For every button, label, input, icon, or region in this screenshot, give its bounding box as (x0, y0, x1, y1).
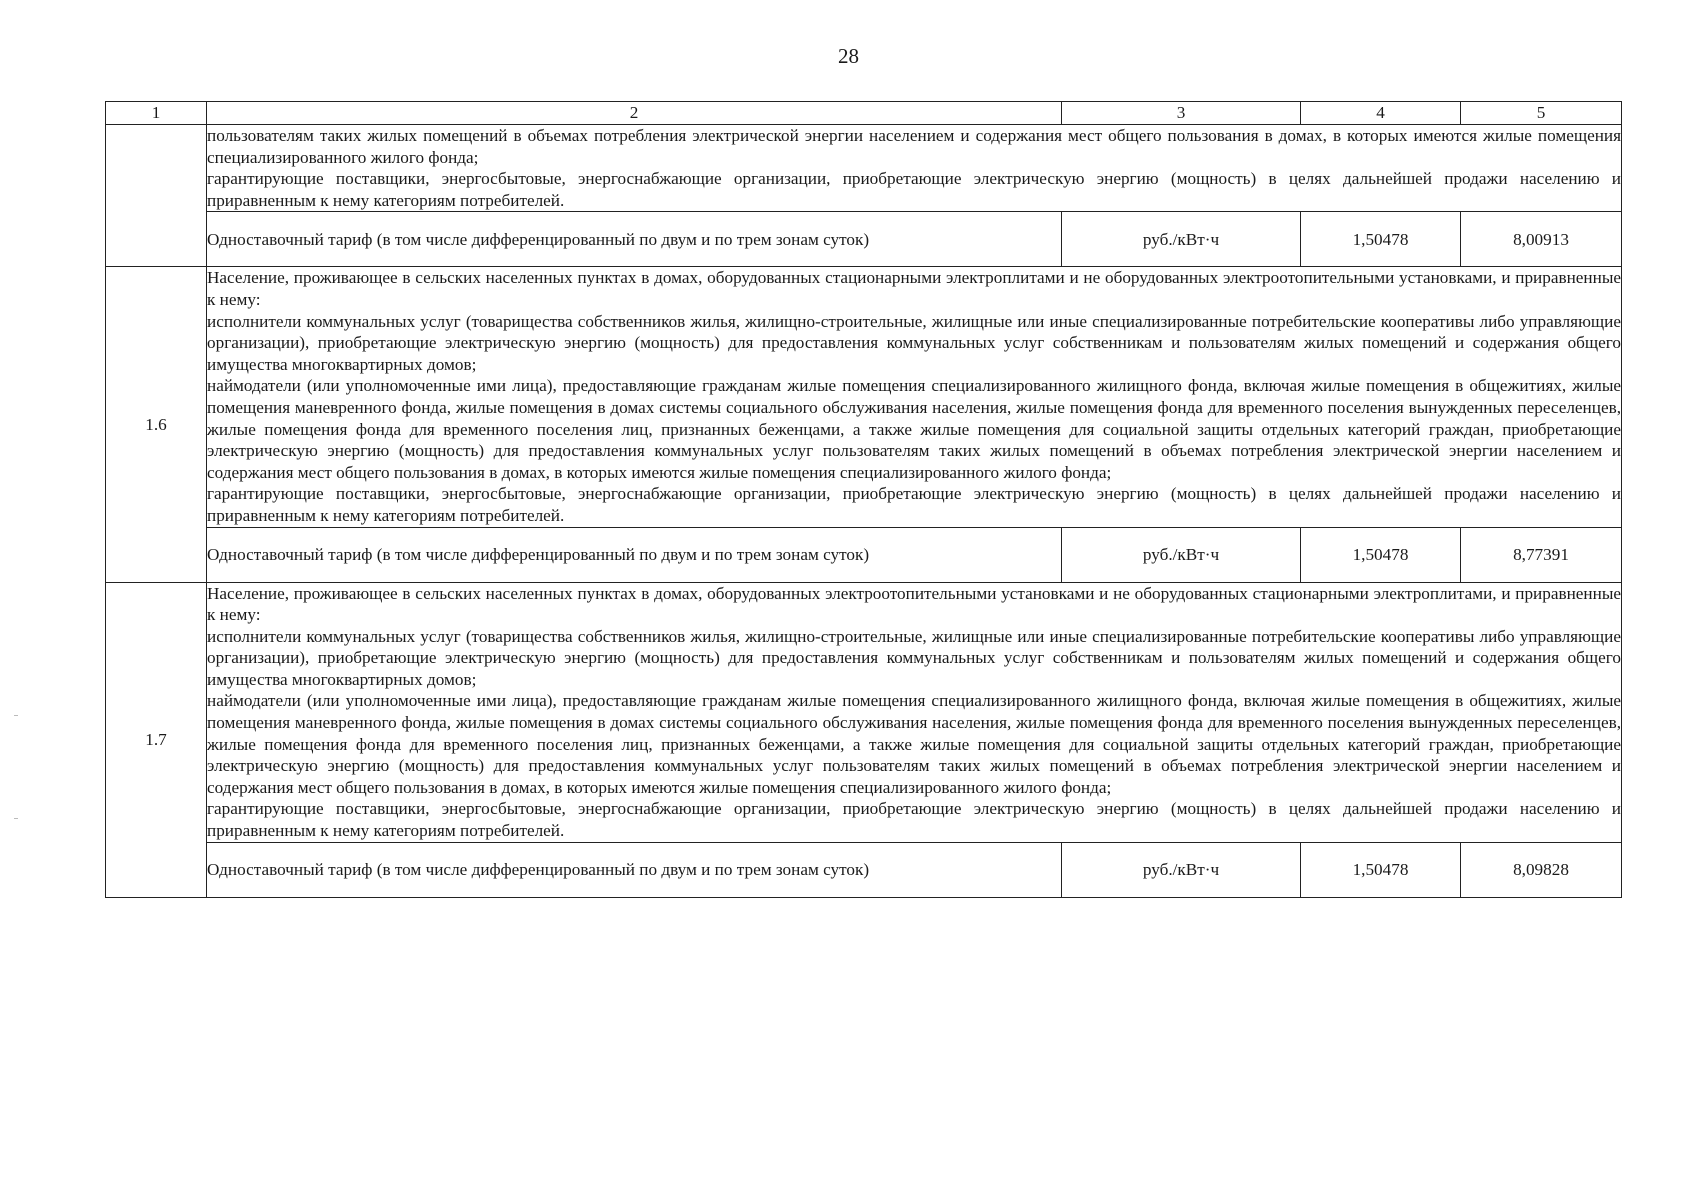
header-cell-1: 1 (106, 102, 207, 125)
header-cell-2: 2 (207, 102, 1062, 125)
tariff-value-col4: 1,50478 (1301, 212, 1461, 267)
tariff-table (105, 101, 1622, 898)
section-number: 1.6 (106, 267, 207, 582)
description-paragraph: исполнители коммунальных услуг (товарищества собственников жилья, жилищно-строительные, жилищные или иные специализированные потребительские кооперативы либо управляющие организации), приобретающие электрическую энергию (мощность) для предоставления коммунальных услуг собственникам и пользователям жилых помещений и содержания общего имущества многоквартирных домов; (207, 626, 1621, 689)
description-paragraph: пользователям таких жилых помещений в объемах потребления электрической энергии населением и содержания мест общего пользования в домах, в которых имеются жилые помещения специализированного жилого фонда; (207, 126, 1621, 167)
tariff-name: Одноставочный тариф (в том числе дифференцированный по двум и по трем зонам суток) (207, 842, 1062, 897)
description-paragraph: гарантирующие поставщики, энергосбытовые, энергоснабжающие организации, приобретающие электрическую энергию (мощность) в целях дальнейшей продажи населению и приравненным к нему категориям потребителей. (207, 799, 1621, 841)
tariff-unit: руб./кВт·ч (1062, 527, 1301, 582)
tariff-value-col5: 8,77391 (1461, 527, 1622, 582)
tariff-value-col5: 8,09828 (1461, 842, 1622, 897)
description-paragraph: исполнители коммунальных услуг (товарищества собственников жилья, жилищно-строительные, жилищные или иные специализированные потребительские кооперативы либо управляющие организации), приобретающие электрическую энергию (мощность) для предоставления коммунальных услуг собственникам и пользователям жилых помещений и содержания общего имущества многоквартирных домов; (207, 311, 1621, 374)
row-number-cell (106, 125, 207, 267)
scan-mark (14, 818, 18, 819)
table-row (106, 267, 1622, 527)
table-row (106, 582, 1622, 842)
header-row (106, 102, 1622, 125)
description-paragraph: наймодатели (или уполномоченные ими лица), предоставляющие гражданам жилые помещения специализированного жилищного фонда, включая жилые помещения в общежитиях, жилые помещения маневренного фонда, жилые помещения в домах системы социального обслуживания населения, жилые помещения фонда для временного поселения вынужденных переселенцев, жилые помещения фонда для временного поселения лиц, признанных беженцами, а также жилые помещения для социальной защиты отдельных категорий граждан, приобретающие электрическую энергию (мощность) для предоставления коммунальных услуг пользователям таких жилых помещений в объемах потребления электрической энергии населением и содержания мест общего пользования в домах, в которых имеются жилые помещения специализированного жилого фонда; (207, 691, 1621, 797)
tariff-row (106, 212, 1622, 267)
tariff-name: Одноставочный тариф (в том числе дифференцированный по двум и по трем зонам суток) (207, 212, 1062, 267)
description-cell (207, 267, 1622, 527)
description-paragraph: Население, проживающее в сельских населенных пунктах в домах, оборудованных стационарными электроплитами и не оборудованных электроотопительными установками, и приравненные к нему: (207, 268, 1621, 309)
tariff-value-col4: 1,50478 (1301, 842, 1461, 897)
table-row (106, 125, 1622, 212)
scan-mark (14, 715, 18, 716)
header-cell-5: 5 (1461, 102, 1622, 125)
header-cell-4: 4 (1301, 102, 1461, 125)
header-cell-3: 3 (1062, 102, 1301, 125)
description-paragraph: гарантирующие поставщики, энергосбытовые, энергоснабжающие организации, приобретающие электрическую энергию (мощность) в целях дальнейшей продажи населению и приравненным к нему категориям потребителей. (207, 169, 1621, 210)
tariff-row (106, 842, 1622, 897)
description-cell (207, 582, 1622, 842)
description-paragraph: Население, проживающее в сельских населенных пунктах в домах, оборудованных электроотопительными установками и не оборудованных стационарными электроплитами, и приравненные к нему: (207, 583, 1621, 625)
description-paragraph: наймодатели (или уполномоченные ими лица), предоставляющие гражданам жилые помещения специализированного жилищного фонда, включая жилые помещения в общежитиях, жилые помещения маневренного фонда, жилые помещения в домах системы социального обслуживания населения, жилые помещения фонда для временного поселения вынужденных переселенцев, жилые помещения фонда для временного поселения лиц, признанных беженцами, а также жилые помещения для социальной защиты отдельных категорий граждан, приобретающие электрическую энергию (мощность) для предоставления коммунальных услуг пользователям таких жилых помещений в объемах потребления электрической энергии населением и содержания мест общего пользования в домах, в которых имеются жилые помещения специализированного жилого фонда; (207, 376, 1621, 482)
tariff-name: Одноставочный тариф (в том числе дифференцированный по двум и по трем зонам суток) (207, 527, 1062, 582)
tariff-value-col4: 1,50478 (1301, 527, 1461, 582)
tariff-unit: руб./кВт·ч (1062, 212, 1301, 267)
description-cell (207, 125, 1622, 212)
description-paragraph: гарантирующие поставщики, энергосбытовые, энергоснабжающие организации, приобретающие электрическую энергию (мощность) в целях дальнейшей продажи населению и приравненным к нему категориям потребителей. (207, 484, 1621, 525)
tariff-row (106, 527, 1622, 582)
tariff-value-col5: 8,00913 (1461, 212, 1622, 267)
tariff-unit: руб./кВт·ч (1062, 842, 1301, 897)
page-number: 28 (838, 44, 859, 68)
section-number: 1.7 (106, 582, 207, 897)
